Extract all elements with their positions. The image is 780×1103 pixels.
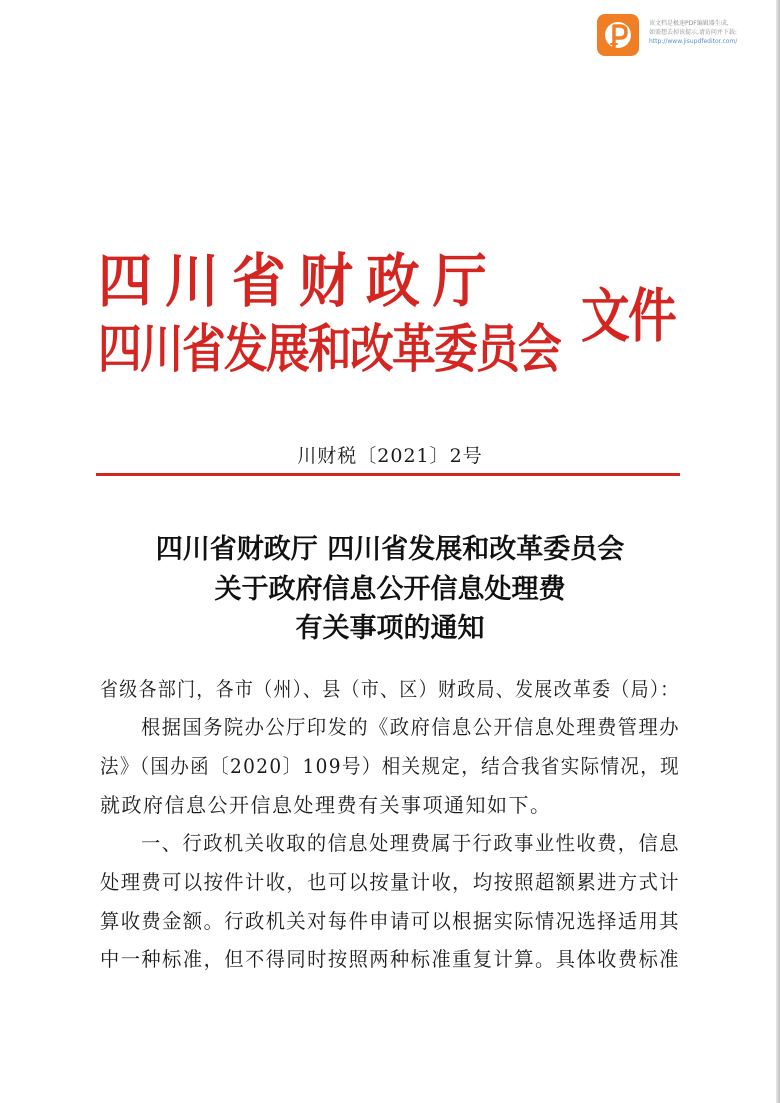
watermark-line-2: 如需想去掉该提示,请访问并下载: (649, 29, 737, 36)
watermark-link[interactable]: http://www.jisupdfeditor.com/ (649, 38, 738, 45)
pdf-editor-logo-icon (597, 14, 639, 56)
paragraph-2-line: 处理费可以按件计收，也可以按量计收，均按照超额累进方式计 (100, 870, 681, 894)
watermark-line-1: 该文档是极速PDF编辑器生成, (649, 20, 729, 27)
title-line-3: 有关事项的通知 (295, 613, 485, 644)
title-line-2: 关于政府信息公开信息处理费 (214, 574, 566, 605)
watermark (597, 14, 777, 60)
paragraph-1-line: 法》（国办函〔2020〕109号）相关规定，结合我省实际情况，现 (100, 754, 681, 778)
paragraph-2-line: 中一种标准，但不得同时按照两种标准重复计算。具体收费标准 (100, 947, 681, 971)
document-type: 文件 (581, 282, 676, 350)
paragraph-2-line: 算收费金额。行政机关对每件申请可以根据实际情况选择适用其 (100, 909, 681, 933)
title-line-1: 四川省财政厅 四川省发展和改革委员会 (155, 534, 625, 565)
red-divider (96, 473, 680, 476)
issuer-line-2: 四川省发展和改革委员会 (98, 319, 561, 380)
paragraph-2-line: 一、行政机关收取的信息处理费属于行政事业性收费，信息 (141, 831, 680, 855)
paragraph-1-line: 就政府信息公开信息处理费有关事项通知如下。 (100, 793, 552, 817)
document-number: 川财税〔2021〕2号 (297, 445, 483, 467)
paragraph-1-line: 根据国务院办公厅印发的《政府信息公开信息处理费管理办 (141, 715, 680, 739)
salutation: 省级各部门，各市（州）、县（市、区）财政局、发展改革委（局）： (100, 677, 680, 701)
issuer-line-1: 四川省财政厅 (98, 247, 500, 315)
